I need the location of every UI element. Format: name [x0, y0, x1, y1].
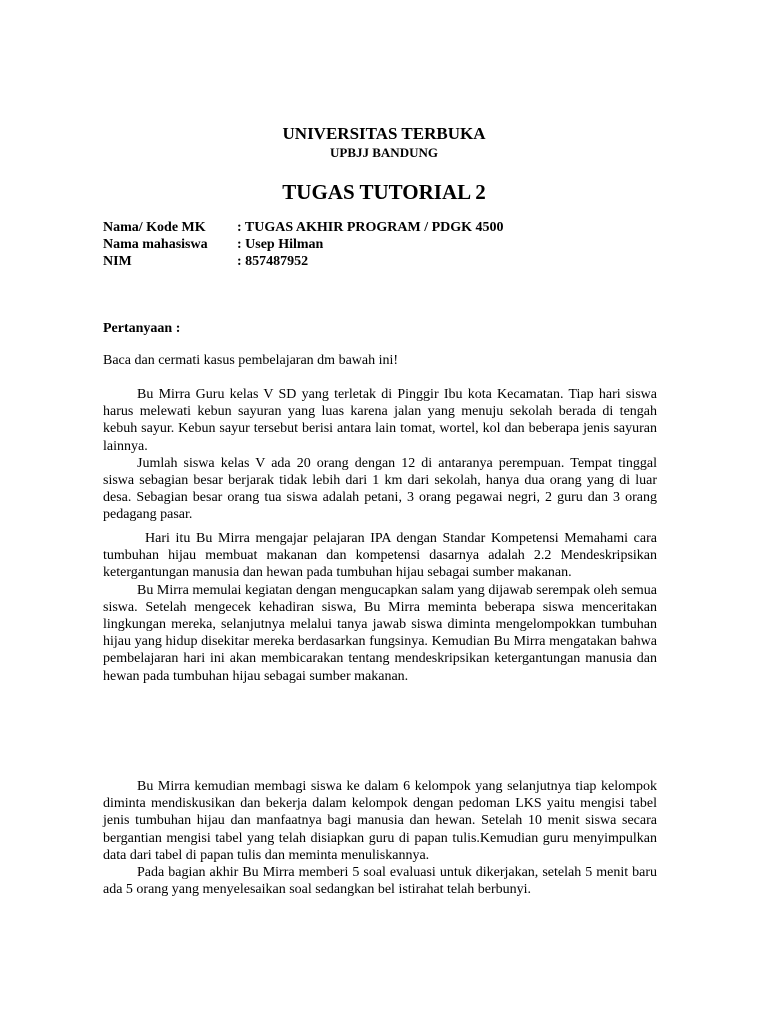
question-intro: Baca dan cermati kasus pembelajaran dm bawah ini! — [103, 353, 399, 368]
case-section-1 — [103, 386, 657, 524]
student-info — [103, 219, 504, 270]
info-row-course — [103, 219, 504, 236]
paragraph: Jumlah siswa kelas V ada 20 orang dengan 12 di antaranya perempuan. Tempat tinggal siswa sebagian besar berjarak tidak lebih dari 1 km dari sekolah, hanya dua orang yang di luar desa. Sebagian besar orang tua siswa adalah petani, 3 orang pegawai negri, 2 guru dan 3 orang pedagang pasar. — [103, 455, 657, 523]
info-label: Nama mahasiswa — [103, 237, 208, 252]
paragraph: Hari itu Bu Mirra mengajar pelajaran IPA dengan Standar Kompetensi Memahami cara tumbuhan hijau membuat makanan dan kompetensi dasarnya adalah 2.2 Mendeskripsikan ketergantungan manusia dan hewan pada tumbuhan hijau sebagai sumber makanan. — [103, 531, 657, 581]
document-title: TUGAS TUTORIAL 2 — [282, 180, 486, 204]
info-row-nim — [103, 253, 504, 270]
info-label: NIM — [103, 254, 132, 269]
paragraph: Pada bagian akhir Bu Mirra memberi 5 soal evaluasi untuk dikerjakan, setelah 5 menit baru ada 5 orang yang menyelesaikan soal sedangkan bel istirahat telah berbunyi. — [103, 865, 657, 898]
paragraph: Bu Mirra Guru kelas V SD yang terletak di Pinggir Ibu kota Kecamatan. Tiap hari siswa harus melewati kebun sayuran yang luas karena jalan yang menuju sekolah berada di tengah kebuh sayur. Kebun sayur tersebut berisi antara lain tomat, wortel, kol dan beberapa jenis sayuran lainnya. — [103, 387, 657, 454]
info-value: : TUGAS AKHIR PROGRAM / PDGK 4500 — [237, 220, 504, 235]
info-label: Nama/ Kode MK — [103, 220, 206, 235]
question-label: Pertanyaan : — [103, 321, 181, 336]
case-section-3 — [103, 778, 657, 898]
paragraph: Bu Mirra kemudian membagi siswa ke dalam 6 kelompok yang selanjutnya tiap kelompok diminta mendiskusikan dan bekerja dalam kelompok dengan pedoman LKS yaitu mengisi tabel jenis tumbuhan hijau dan manfaatnya bagi manusia dan hewan. Setelah 10 menit siswa secara bergantian mengisi tabel yang telah disiapkan guru di papan tulis.Kemudian guru menyimpulkan data dari tabel di papan tulis dan meminta menuliskannya. — [103, 779, 657, 863]
info-row-name — [103, 236, 504, 253]
case-section-2 — [103, 530, 657, 685]
paragraph: Bu Mirra memulai kegiatan dengan mengucapkan salam yang dijawab serempak oleh semua siswa. Setelah mengecek kehadiran siswa, Bu Mirra meminta beberapa siswa menceritakan lingkungan mereka, selanjutnya melalui tanya jawab siswa diminta mengelompokkan tumbuhan hijau yang hidup disekitar mereka berdasarkan fungsinya. Kemudian Bu Mirra mengatakan bahwa pembelajaran hari ini akan membicarakan tentang mendeskripsikan ketergantungan manusia dan hewan pada tumbuhan hijau sebagai sumber makanan. — [103, 582, 657, 684]
info-value: : 857487952 — [237, 254, 309, 269]
university-name: UNIVERSITAS TERBUKA — [282, 124, 486, 143]
branch-name: UPBJJ BANDUNG — [330, 145, 438, 160]
info-value: : Usep Hilman — [237, 237, 324, 252]
